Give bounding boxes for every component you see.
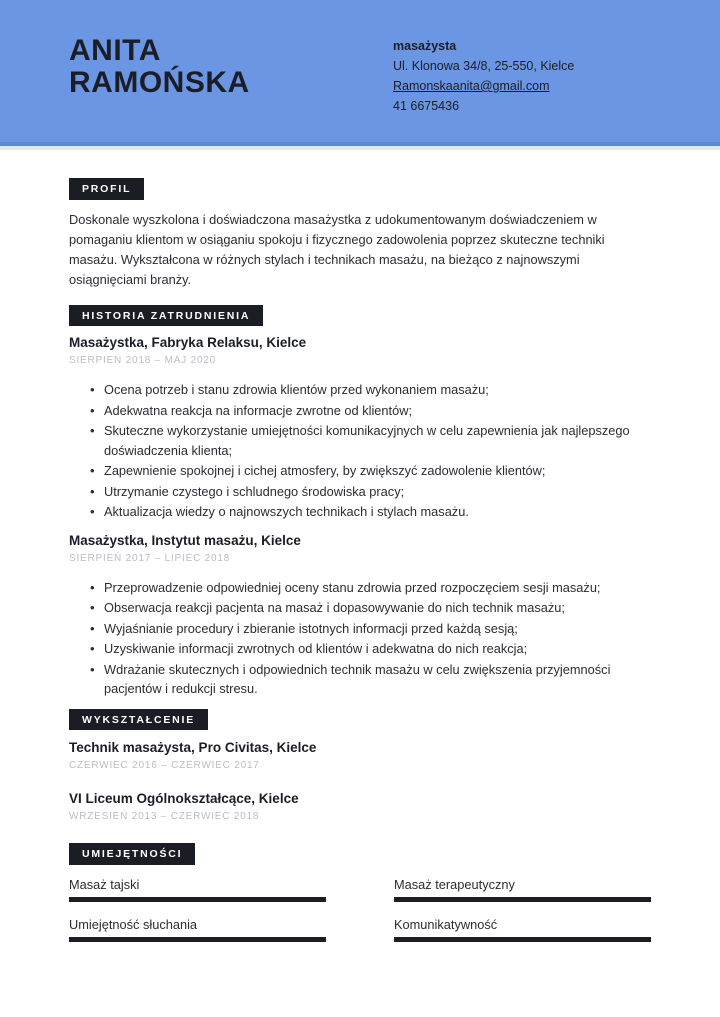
job-duty: • Obserwacja reakcji pacjenta na masaż i dopasowywanie do nich technik masażu; bbox=[69, 598, 651, 618]
address: Ul. Klonowa 34/8, 25-550, Kielce bbox=[393, 59, 575, 73]
header bbox=[0, 0, 720, 146]
education-dates: CZERWIEC 2016 – CZERWIEC 2017 bbox=[69, 760, 260, 771]
profile-text: Doskonale wyszkolona i doświadczona masażystka z udokumentowanym doświadczeniem w pomaganiu klientom w osiąganiu spokoju i fizycznego zadowolenia poprzez skuteczne techniki masażu. Wykształcona w różnych stylach i technikach masażu, na bieżąco z najnowszymi osiągnięciami branży. bbox=[69, 211, 605, 287]
skill-bar-fill bbox=[69, 937, 326, 942]
resume-body bbox=[0, 178, 720, 942]
email-link[interactable]: Ramonskaanita@gmail.com bbox=[393, 79, 550, 93]
education-entry bbox=[69, 790, 651, 823]
candidate-first-name: ANITA bbox=[69, 34, 161, 67]
job-dates: SIERPIEŃ 2018 – MAJ 2020 bbox=[69, 355, 217, 366]
skill-name: Umiejętność słuchania bbox=[69, 916, 198, 932]
skill-bar bbox=[394, 937, 651, 942]
contact-block bbox=[393, 35, 651, 116]
skill-bar-fill bbox=[69, 897, 326, 902]
job-title: Masażystka, Fabryka Relaksu, Kielce bbox=[69, 335, 307, 350]
skill-bar bbox=[69, 937, 326, 942]
section-skills bbox=[69, 843, 651, 942]
section-badge-education: WYKSZTAŁCENIE bbox=[69, 709, 208, 731]
job-duties-list bbox=[69, 380, 651, 522]
skill-bar-fill bbox=[394, 937, 651, 942]
job-entry bbox=[69, 532, 651, 699]
job-entry bbox=[69, 334, 651, 522]
skills-grid bbox=[69, 876, 651, 942]
education-entry bbox=[69, 739, 651, 772]
job-dates: SIERPIEŃ 2017 – LIPIEC 2018 bbox=[69, 552, 231, 564]
job-duty: • Adekwatna reakcja na informacje zwrotne od klientów; bbox=[69, 401, 651, 421]
phone-number: 41 6675436 bbox=[393, 99, 460, 113]
skill-name: Komunikatywność bbox=[394, 916, 498, 932]
section-badge-skills: UMIEJĘTNOŚCI bbox=[69, 843, 195, 865]
education-dates: WRZESIEŃ 2013 – CZERWIEC 2018 bbox=[69, 811, 260, 822]
section-employment bbox=[69, 305, 651, 699]
job-duty: • Wyjaśnianie procedury i zbieranie istotnych informacji przed każdą sesją; bbox=[69, 619, 651, 639]
education-title: Technik masażysta, Pro Civitas, Kielce bbox=[69, 740, 317, 755]
skill-name: Masaż terapeutyczny bbox=[394, 876, 515, 892]
job-duty: • Utrzymanie czystego i schludnego środowiska pracy; bbox=[69, 482, 651, 502]
job-duty: • Zapewnienie spokojnej i cichej atmosfery, by zwiększyć zadowolenie klientów; bbox=[69, 461, 651, 481]
job-duty: • Uzyskiwanie informacji zwrotnych od klientów i adekwatna do nich reakcja; bbox=[69, 639, 651, 659]
section-badge-profil: PROFIL bbox=[69, 178, 144, 200]
job-title: Masażystka, Instytut masażu, Kielce bbox=[69, 532, 301, 548]
section-education bbox=[69, 709, 651, 824]
job-role: masażysta bbox=[393, 39, 457, 53]
job-duty: • Przeprowadzenie odpowiedniej oceny stanu zdrowia przed rozpoczęciem sesji masażu; bbox=[69, 578, 651, 598]
skill-bar bbox=[69, 897, 326, 902]
skill-bar bbox=[394, 897, 651, 902]
job-duty: • Ocena potrzeb i stanu zdrowia klientów przed wykonaniem masażu; bbox=[69, 380, 651, 400]
section-badge-employment: HISTORIA ZATRUDNIENIA bbox=[69, 305, 263, 327]
header-strip bbox=[0, 146, 720, 150]
skill-item bbox=[394, 876, 651, 902]
skill-item bbox=[69, 916, 326, 942]
education-title: VI Liceum Ogólnokształcące, Kielce bbox=[69, 791, 299, 806]
candidate-name bbox=[69, 35, 250, 99]
job-duties-list bbox=[69, 578, 651, 699]
skill-item bbox=[394, 916, 651, 942]
candidate-last-name: RAMOŃSKA bbox=[69, 66, 250, 99]
skill-item bbox=[69, 876, 326, 902]
skill-bar-fill bbox=[394, 897, 651, 902]
job-duty: • Wdrażanie skutecznych i odpowiednich technik masażu w celu zwiększenia przyjemności pacjentów i redukcji stresu. bbox=[69, 660, 651, 699]
section-profile bbox=[69, 178, 651, 290]
job-duty: • Aktualizacja wiedzy o najnowszych technikach i stylach masażu. bbox=[69, 502, 651, 522]
skill-name: Masaż tajski bbox=[69, 876, 140, 892]
job-duty: • Skuteczne wykorzystanie umiejętności komunikacyjnych w celu zapewnienia jak najlepszego doświadczenia klienta; bbox=[69, 421, 651, 460]
